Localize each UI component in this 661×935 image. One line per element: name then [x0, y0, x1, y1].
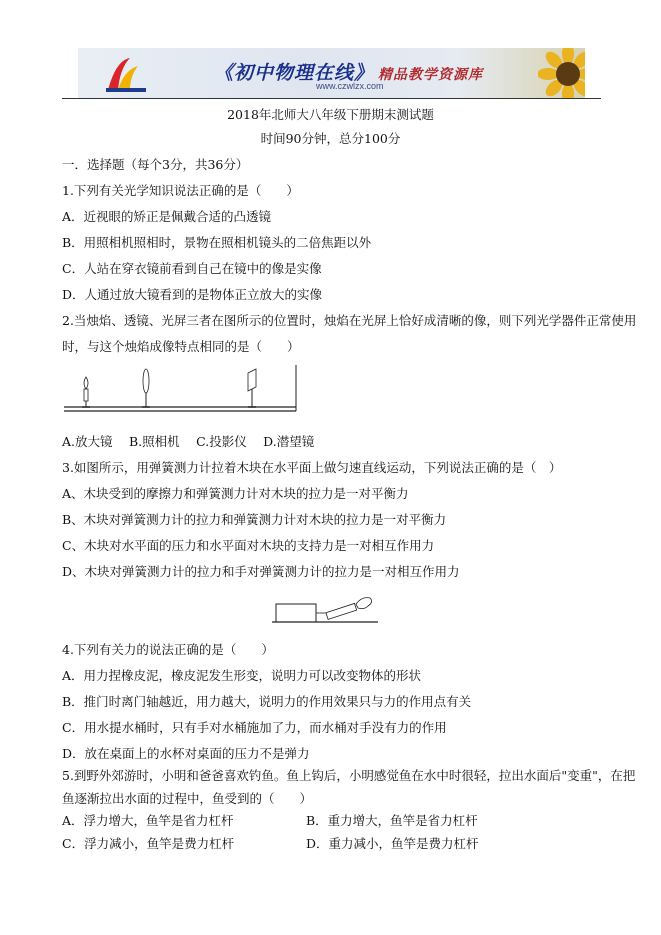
q4-option-d: D．放在桌面上的水杯对桌面的压力不是弹力 — [62, 746, 310, 761]
spring-scale-icon — [326, 603, 357, 619]
exam-subtitle: 时间90分钟，总分100分 — [260, 131, 401, 146]
screen-icon — [248, 369, 256, 407]
q5-option-b: B．重力增大，鱼竿是省力杠杆 — [306, 813, 478, 828]
exam-title: 2018年北师大八年级下册期末测试题 — [227, 107, 434, 122]
section-heading: 一．选择题（每个3分，共36分） — [62, 157, 249, 172]
q3-option-c: C、木块对水平面的压力和水平面对木块的支持力是一对相互作用力 — [62, 538, 435, 553]
q3-option-a: A、木块受到的摩擦力和弹簧测力计对木块的拉力是一对平衡力 — [62, 486, 409, 501]
q1-stem: 1.下列有关光学知识说法正确的是（ ） — [62, 183, 299, 198]
spring-scale-figure — [270, 590, 380, 630]
q2-options: A.放大镜 B.照相机 C.投影仪 D.潜望镜 — [62, 434, 315, 449]
banner-title: 《初中物理在线》 精品教学资源库 — [214, 62, 484, 84]
optical-bench-figure — [60, 363, 300, 425]
q4-option-a: A．用力捏橡皮泥，橡皮泥发生形变，说明力可以改变物体的形状 — [62, 668, 422, 683]
q5-stem-line2: 鱼逐渐拉出水面的过程中，鱼受到的（ ） — [62, 791, 313, 806]
candle-icon — [82, 377, 90, 407]
hand-icon — [356, 598, 372, 609]
q2-stem-line1: 2.当烛焰、透镜、光屏三者在图所示的位置时，烛焰在光屏上恰好成清晰的像，则下列光学器件正常使用 — [62, 313, 637, 328]
q1-option-c: C．人站在穿衣镜前看到自己在镜中的像是实像 — [62, 261, 322, 276]
q3-option-b: B、木块对弹簧测力计的拉力和弹簧测力计对木块的拉力是一对平衡力 — [62, 512, 447, 527]
header-banner — [78, 48, 585, 98]
lens-icon — [142, 369, 150, 407]
q4-option-c: C．用水提水桶时，只有手对水桶施加了力，而水桶对手没有力的作用 — [62, 720, 447, 735]
sunflower-icon — [538, 48, 585, 98]
q4-option-b: B．推门时离门轴越近，用力越大，说明力的作用效果只与力的作用点有关 — [62, 694, 472, 709]
q3-option-d: D、木块对弹簧测力计的拉力和手对弹簧测力计的拉力是一对相互作用力 — [62, 564, 460, 579]
q4-stem: 4.下列有关力的说法正确的是（ ） — [62, 642, 274, 657]
header-divider — [62, 98, 601, 99]
q1-option-b: B．用照相机照相时，景物在照相机镜头的二倍焦距以外 — [62, 235, 372, 250]
q1-option-a: A．近视眼的矫正是佩戴合适的凸透镜 — [62, 209, 272, 224]
q2-stem-line2: 时，与这个烛焰成像特点相同的是（ ） — [62, 339, 300, 354]
q3-stem: 3.如图所示，用弹簧测力计拉着木块在水平面上做匀速直线运动，下列说法正确的是（ ） — [62, 460, 562, 475]
q5-option-d: D．重力减小，鱼竿是费力杠杆 — [306, 836, 479, 851]
q5-option-c: C．浮力减小，鱼竿是费力杠杆 — [62, 836, 235, 851]
q5-option-a: A．浮力增大，鱼竿是省力杠杆 — [62, 813, 234, 828]
q5-stem-line1: 5.到野外郊游时，小明和爸爸喜欢钓鱼。鱼上钩后，小明感觉鱼在水中时很轻，拉出水面后"变重"，在把 — [62, 768, 636, 783]
site-logo-icon — [104, 54, 148, 94]
q1-option-d: D．人通过放大镜看到的是物体正立放大的实像 — [62, 287, 323, 302]
banner-url: www.czwlzx.com — [316, 81, 384, 91]
